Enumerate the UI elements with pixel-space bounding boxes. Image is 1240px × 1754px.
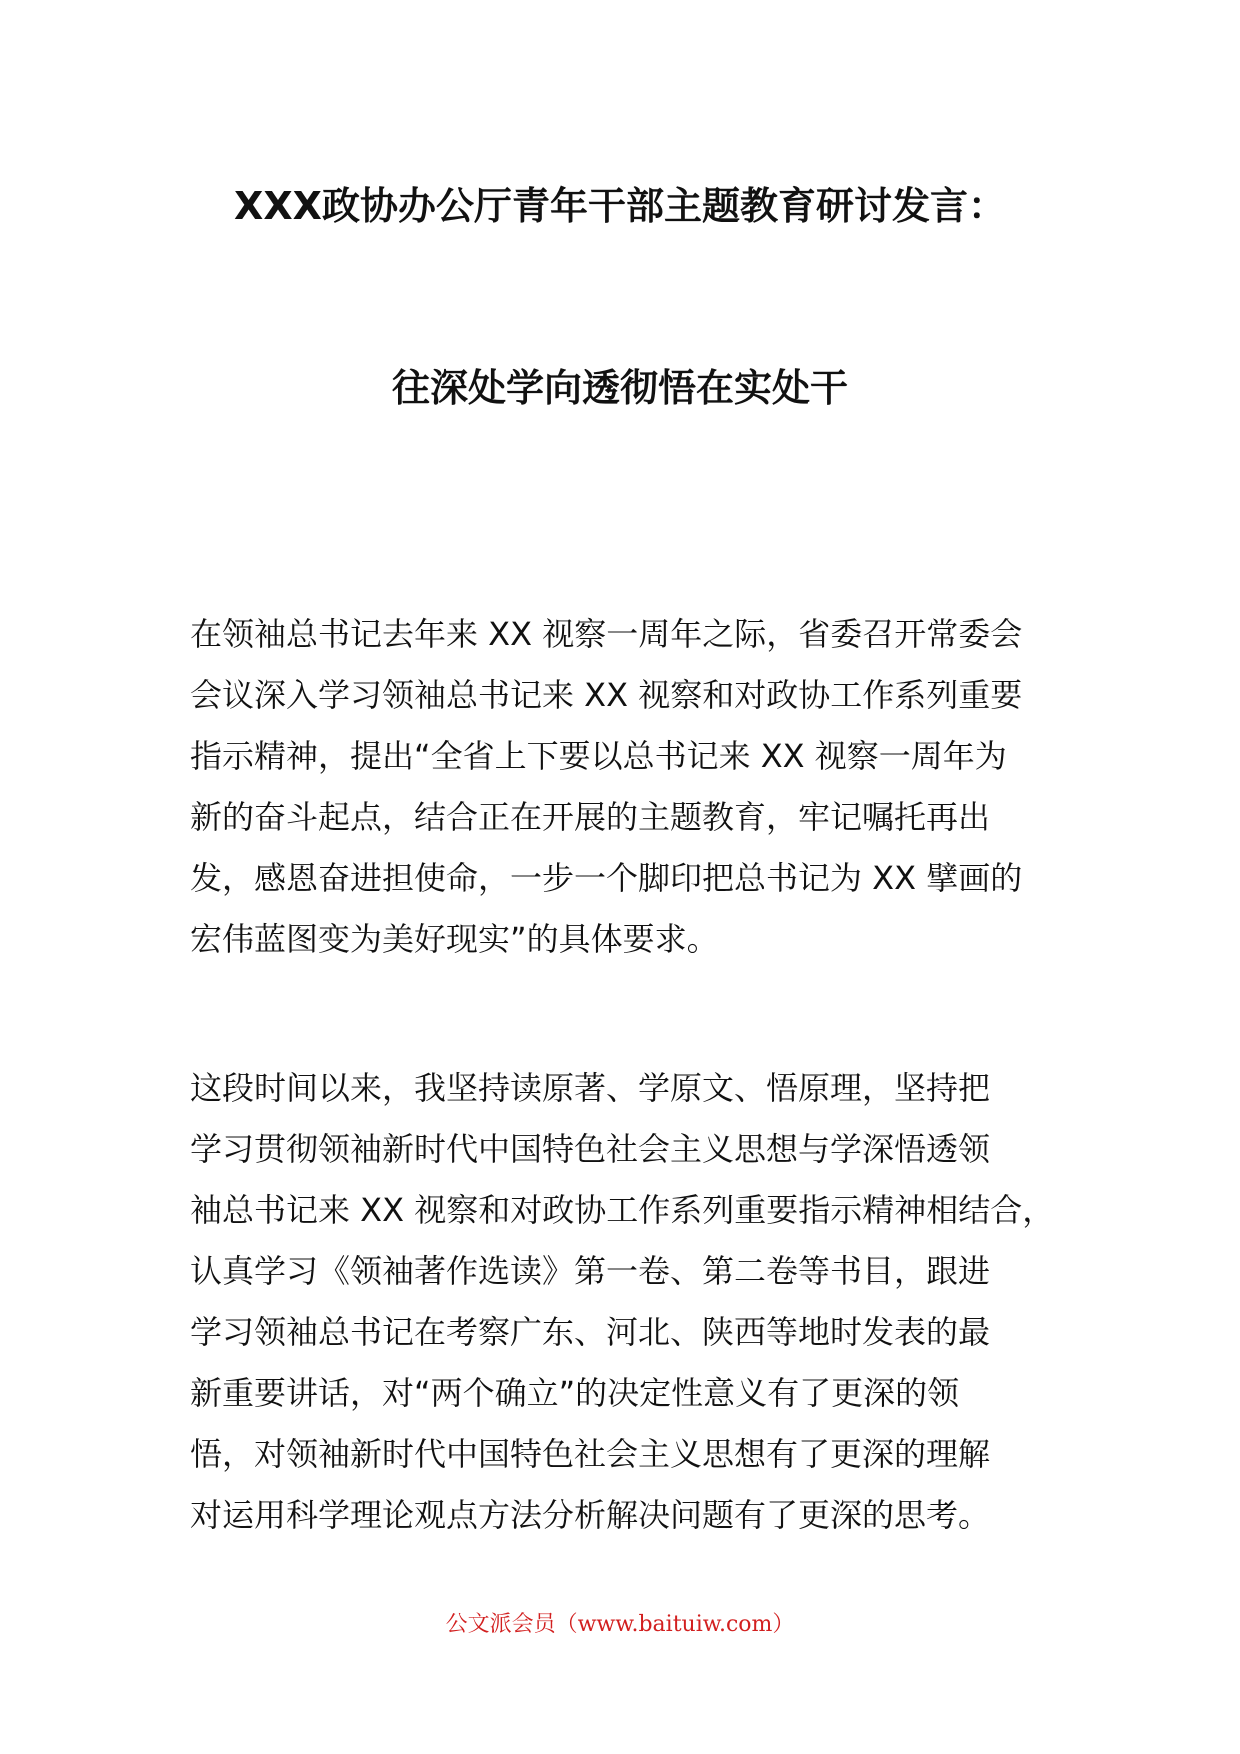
paragraph-line: 会议深入学习领袖总书记来 XX 视察和对政协工作系列重要 xyxy=(190,676,1023,714)
paragraph-line: 悟，对领袖新时代中国特色社会主义思想有了更深的理解 xyxy=(190,1435,991,1473)
paragraph-line: 袖总书记来 XX 视察和对政协工作系列重要指示精神相结合， xyxy=(190,1191,1055,1229)
footer-watermark-text: 公文派会员（www.baituiw.com） xyxy=(445,1612,795,1637)
document-title-line-2: 往深处学向透彻悟在实处干 xyxy=(391,366,848,410)
paragraph-line: 在领袖总书记去年来 XX 视察一周年之际，省委召开常委会 xyxy=(190,615,1023,653)
paragraph-1 xyxy=(190,604,1090,970)
paragraph-2 xyxy=(190,1058,1090,1546)
paragraph-line: 新重要讲话，对“两个确立”的决定性意义有了更深的领 xyxy=(190,1374,960,1412)
paragraph-line: 宏伟蓝图变为美好现实”的具体要求。 xyxy=(190,920,719,958)
paragraph-line: 这段时间以来，我坚持读原著、学原文、悟原理，坚持把 xyxy=(190,1069,991,1107)
paragraph-line: 学习领袖总书记在考察广东、河北、陕西等地时发表的最 xyxy=(190,1313,991,1351)
paragraph-line: 对运用科学理论观点方法分析解决问题有了更深的思考。 xyxy=(190,1496,991,1534)
paragraph-line: 学习贯彻领袖新时代中国特色社会主义思想与学深悟透领 xyxy=(190,1130,991,1168)
paragraph-line: 发，感恩奋进担使命，一步一个脚印把总书记为 XX 擘画的 xyxy=(190,859,1023,897)
paragraph-line: 新的奋斗起点，结合正在开展的主题教育，牢记嘱托再出 xyxy=(190,798,991,836)
paragraph-line: 指示精神，提出“全省上下要以总书记来 XX 视察一周年为 xyxy=(190,737,1007,775)
document-title-line-1: XXX政协办公厅青年干部主题教育研讨发言： xyxy=(234,184,1006,228)
paragraph-line: 认真学习《领袖著作选读》第一卷、第二卷等书目，跟进 xyxy=(190,1252,991,1290)
